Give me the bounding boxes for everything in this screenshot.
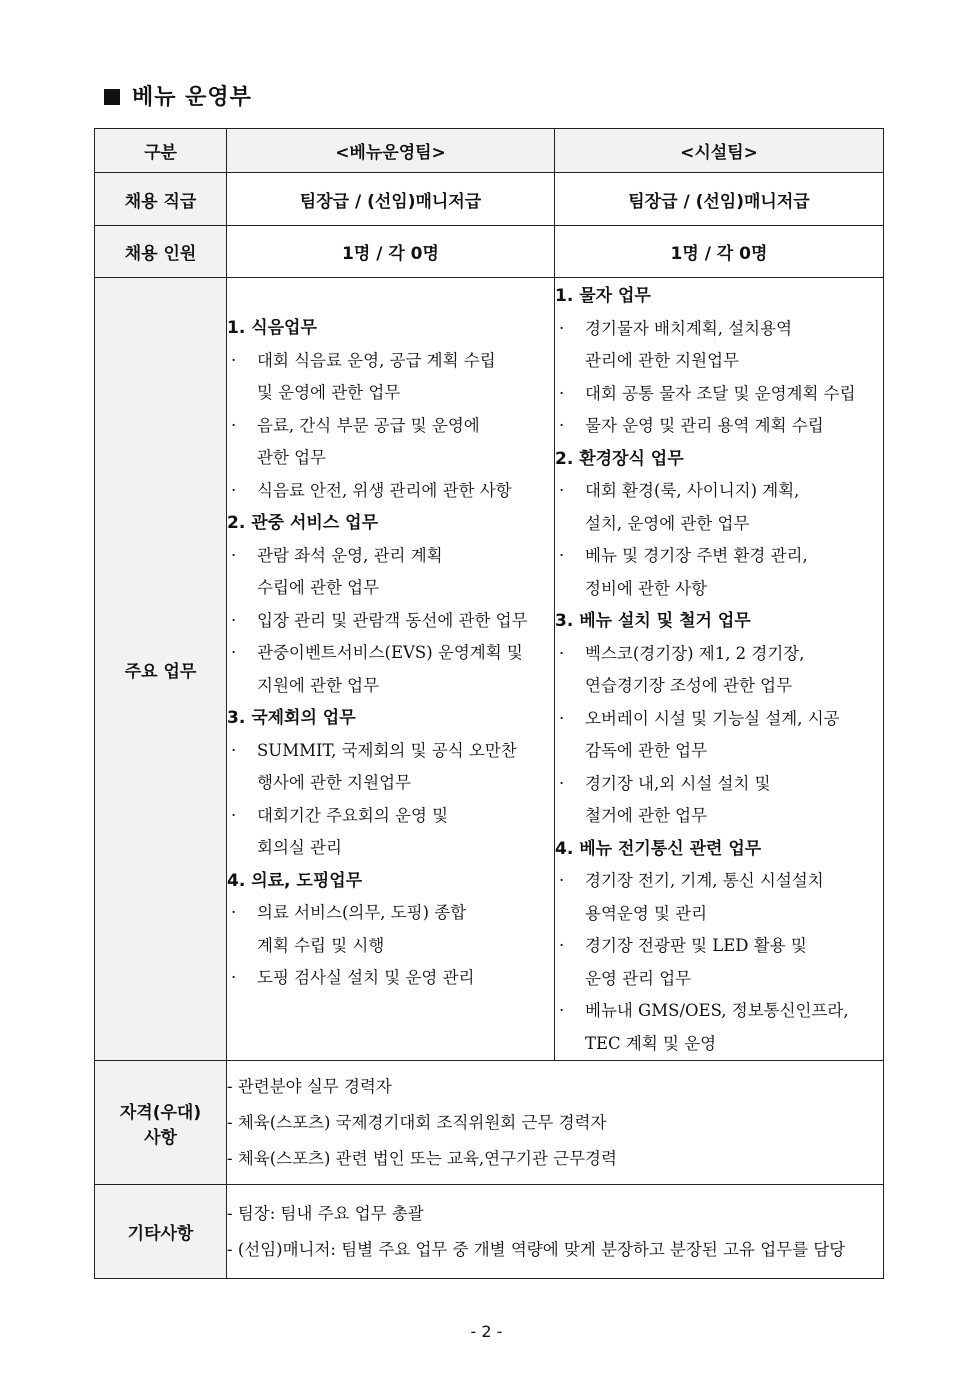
duty-item bbox=[555, 768, 883, 833]
header-row bbox=[95, 129, 884, 173]
duty-item bbox=[555, 313, 883, 378]
qualification-label bbox=[95, 1061, 227, 1185]
other-row bbox=[95, 1185, 884, 1279]
duty-item bbox=[227, 605, 554, 638]
bullet-dot-icon: · bbox=[559, 383, 565, 403]
duty-item bbox=[227, 540, 554, 605]
duty-item-line: 행사에 관한 지원업무 bbox=[257, 773, 411, 792]
bullet-dot-icon: · bbox=[231, 903, 237, 922]
duty-item-line: 식음료 안전, 위생 관리에 관한 사항 bbox=[257, 480, 512, 500]
duty-item-line: 관중이벤트서비스(EVS) 운영계획 및 bbox=[257, 643, 523, 662]
rank-label: 채용 직급 bbox=[95, 173, 227, 226]
duty-item-line: 철거에 관한 업무 bbox=[585, 806, 708, 825]
other-item: - (선임)매니저: 팀별 주요 업무 중 개별 역량에 맞게 분장하고 분장된 고유 업무를 담당 bbox=[227, 1239, 846, 1259]
qualification-item: - 관련분야 실무 경력자 bbox=[227, 1076, 392, 1096]
square-bullet-icon bbox=[104, 89, 120, 105]
duty-item-line: SUMMIT, 국제회의 및 공식 오만찬 bbox=[257, 740, 517, 760]
duty-item-line: 관한 업무 bbox=[257, 448, 327, 467]
other-item: - 팀장: 팀내 주요 업무 총괄 bbox=[227, 1203, 424, 1223]
header-category: 구분 bbox=[95, 129, 227, 173]
qualification-item: - 체육(스포츠) 국제경기대회 조직위원회 근무 경력자 bbox=[227, 1112, 607, 1132]
duty-item-line: 음료, 간식 부문 공급 및 운영에 bbox=[257, 415, 480, 435]
count-facility: 1명 / 각 0명 bbox=[555, 226, 884, 278]
duty-section-title: 1. 물자 업무 bbox=[555, 286, 651, 306]
duty-item-line: 대회 환경(룩, 사이니지) 계획, bbox=[585, 481, 800, 500]
rank-venue-ops: 팀장급 / (선임)매니저급 bbox=[227, 173, 555, 226]
duty-item bbox=[227, 735, 554, 800]
duty-item-line: 연습경기장 조성에 관한 업무 bbox=[585, 676, 793, 695]
bullet-dot-icon: · bbox=[231, 805, 237, 825]
duty-item bbox=[227, 637, 554, 702]
bullet-dot-icon: · bbox=[231, 610, 237, 630]
qualification-row bbox=[95, 1061, 884, 1185]
count-venue-ops: 1명 / 각 0명 bbox=[227, 226, 555, 278]
bullet-dot-icon: · bbox=[559, 643, 565, 663]
other-label: 기타사항 bbox=[95, 1185, 227, 1279]
header-venue-ops-team: <베뉴운영팀> bbox=[227, 129, 555, 173]
duty-item-line: 베뉴 및 경기장 주변 환경 관리, bbox=[585, 546, 808, 565]
duty-section-title: 3. 베뉴 설치 및 철거 업무 bbox=[555, 611, 751, 631]
bullet-dot-icon: · bbox=[559, 416, 565, 435]
bullet-dot-icon: · bbox=[559, 773, 565, 793]
section-heading-text: 베뉴 운영부 bbox=[132, 85, 252, 110]
duties-label: 주요 업무 bbox=[95, 278, 227, 1061]
duty-item-line: 오버레이 시설 및 기능실 설계, 시공 bbox=[585, 708, 840, 728]
duty-item-line: 경기물자 배치계획, 설치용역 bbox=[585, 318, 793, 338]
bullet-dot-icon: · bbox=[231, 545, 237, 565]
rank-row bbox=[95, 173, 884, 226]
duties-facility bbox=[555, 278, 884, 1061]
duty-item-line: 베뉴내 GMS/OES, 정보통신인프라, bbox=[585, 1001, 849, 1020]
duty-item-line: 경기장 내,외 시설 설치 및 bbox=[585, 773, 771, 793]
duty-item bbox=[227, 897, 554, 962]
bullet-dot-icon: · bbox=[231, 643, 237, 662]
duty-section-title: 2. 관중 서비스 업무 bbox=[227, 513, 378, 533]
duty-item-line: 경기장 전광판 및 LED 활용 및 bbox=[585, 936, 807, 955]
duty-section-title: 3. 국제회의 업무 bbox=[227, 708, 356, 728]
duty-item-line: 지원에 관한 업무 bbox=[257, 675, 380, 695]
recruitment-table bbox=[94, 128, 884, 1279]
count-row bbox=[95, 226, 884, 278]
duty-item-line: 수립에 관한 업무 bbox=[257, 578, 380, 597]
duty-item-line: 의료 서비스(의무, 도핑) 종합 bbox=[257, 903, 467, 922]
duty-item-line: 정비에 관한 사항 bbox=[585, 578, 708, 598]
duty-item bbox=[555, 475, 883, 540]
bullet-dot-icon: · bbox=[559, 481, 565, 500]
duty-item bbox=[555, 378, 883, 411]
duty-item-line: 관람 좌석 운영, 관리 계획 bbox=[257, 545, 443, 565]
duty-item bbox=[227, 345, 554, 410]
duty-item bbox=[227, 962, 554, 995]
bullet-dot-icon: · bbox=[559, 708, 565, 728]
bullet-dot-icon: · bbox=[559, 936, 565, 955]
qualification-item: - 체육(스포츠) 관련 법인 또는 교육,연구기관 근무경력 bbox=[227, 1148, 617, 1168]
duty-item bbox=[555, 703, 883, 768]
duty-item-line: 도핑 검사실 설치 및 운영 관리 bbox=[257, 968, 475, 987]
duty-item-line: 벡스코(경기장) 제1, 2 경기장, bbox=[585, 643, 805, 663]
duty-section-title: 4. 베뉴 전기통신 관련 업무 bbox=[555, 838, 762, 859]
duty-item bbox=[555, 995, 883, 1060]
duty-item-line: 회의실 관리 bbox=[257, 838, 342, 857]
duty-item bbox=[227, 800, 554, 865]
bullet-dot-icon: · bbox=[231, 480, 237, 500]
duty-item bbox=[555, 540, 883, 605]
duty-item-line: 경기장 전기, 기계, 통신 시설설치 bbox=[585, 871, 824, 890]
count-label: 채용 인원 bbox=[95, 226, 227, 278]
section-heading bbox=[104, 80, 252, 111]
duty-item-line: 및 운영에 관한 업무 bbox=[257, 383, 401, 402]
duty-item-line: 용역운영 및 관리 bbox=[585, 903, 708, 923]
duties-row bbox=[95, 278, 884, 1061]
duty-section-title: 1. 식음업무 bbox=[227, 318, 317, 338]
duty-item-line: 계획 수립 및 시행 bbox=[257, 935, 385, 955]
duty-section-title: 4. 의료, 도핑업무 bbox=[227, 870, 363, 891]
duty-item bbox=[555, 930, 883, 995]
qualification-label-line2: 사항 bbox=[144, 1127, 177, 1148]
duty-item bbox=[555, 638, 883, 703]
header-facility-team: <시설팀> bbox=[555, 129, 884, 173]
bullet-dot-icon: · bbox=[559, 1001, 565, 1020]
duty-item-line: 대회 식음료 운영, 공급 계획 수립 bbox=[257, 350, 496, 370]
duty-item-line: 감독에 관한 업무 bbox=[585, 741, 708, 760]
duty-item-line: 대회기간 주요회의 운영 및 bbox=[257, 805, 449, 825]
duty-item-line: 대회 공통 물자 조달 및 운영계획 수립 bbox=[585, 383, 856, 403]
bullet-dot-icon: · bbox=[559, 871, 565, 890]
bullet-dot-icon: · bbox=[231, 740, 237, 760]
bullet-dot-icon: · bbox=[231, 350, 237, 370]
bullet-dot-icon: · bbox=[231, 415, 237, 435]
duty-item-line: 운영 관리 업무 bbox=[585, 968, 692, 988]
duty-item-line: 관리에 관한 지원업무 bbox=[585, 351, 739, 370]
duty-item bbox=[227, 410, 554, 475]
bullet-dot-icon: · bbox=[559, 546, 565, 565]
duties-venue-ops bbox=[227, 278, 555, 1061]
other-content bbox=[227, 1185, 884, 1279]
duty-item bbox=[555, 865, 883, 930]
duty-section-title: 2. 환경장식 업무 bbox=[555, 448, 684, 469]
duty-item-line: 설치, 운영에 관한 업무 bbox=[585, 513, 750, 533]
duty-item-line: 입장 관리 및 관람객 동선에 관한 업무 bbox=[257, 610, 528, 630]
rank-facility: 팀장급 / (선임)매니저급 bbox=[555, 173, 884, 226]
duty-item-line: 물자 운영 및 관리 용역 계획 수립 bbox=[585, 416, 824, 435]
qualification-label-line1: 자격(우대) bbox=[119, 1102, 202, 1123]
page-number: - 2 - bbox=[470, 1322, 503, 1341]
duty-item bbox=[555, 410, 883, 443]
duty-item bbox=[227, 475, 554, 508]
bullet-dot-icon: · bbox=[559, 318, 565, 338]
bullet-dot-icon: · bbox=[231, 968, 237, 987]
qualification-content bbox=[227, 1061, 884, 1185]
duty-item-line: TEC 계획 및 운영 bbox=[585, 1033, 717, 1053]
